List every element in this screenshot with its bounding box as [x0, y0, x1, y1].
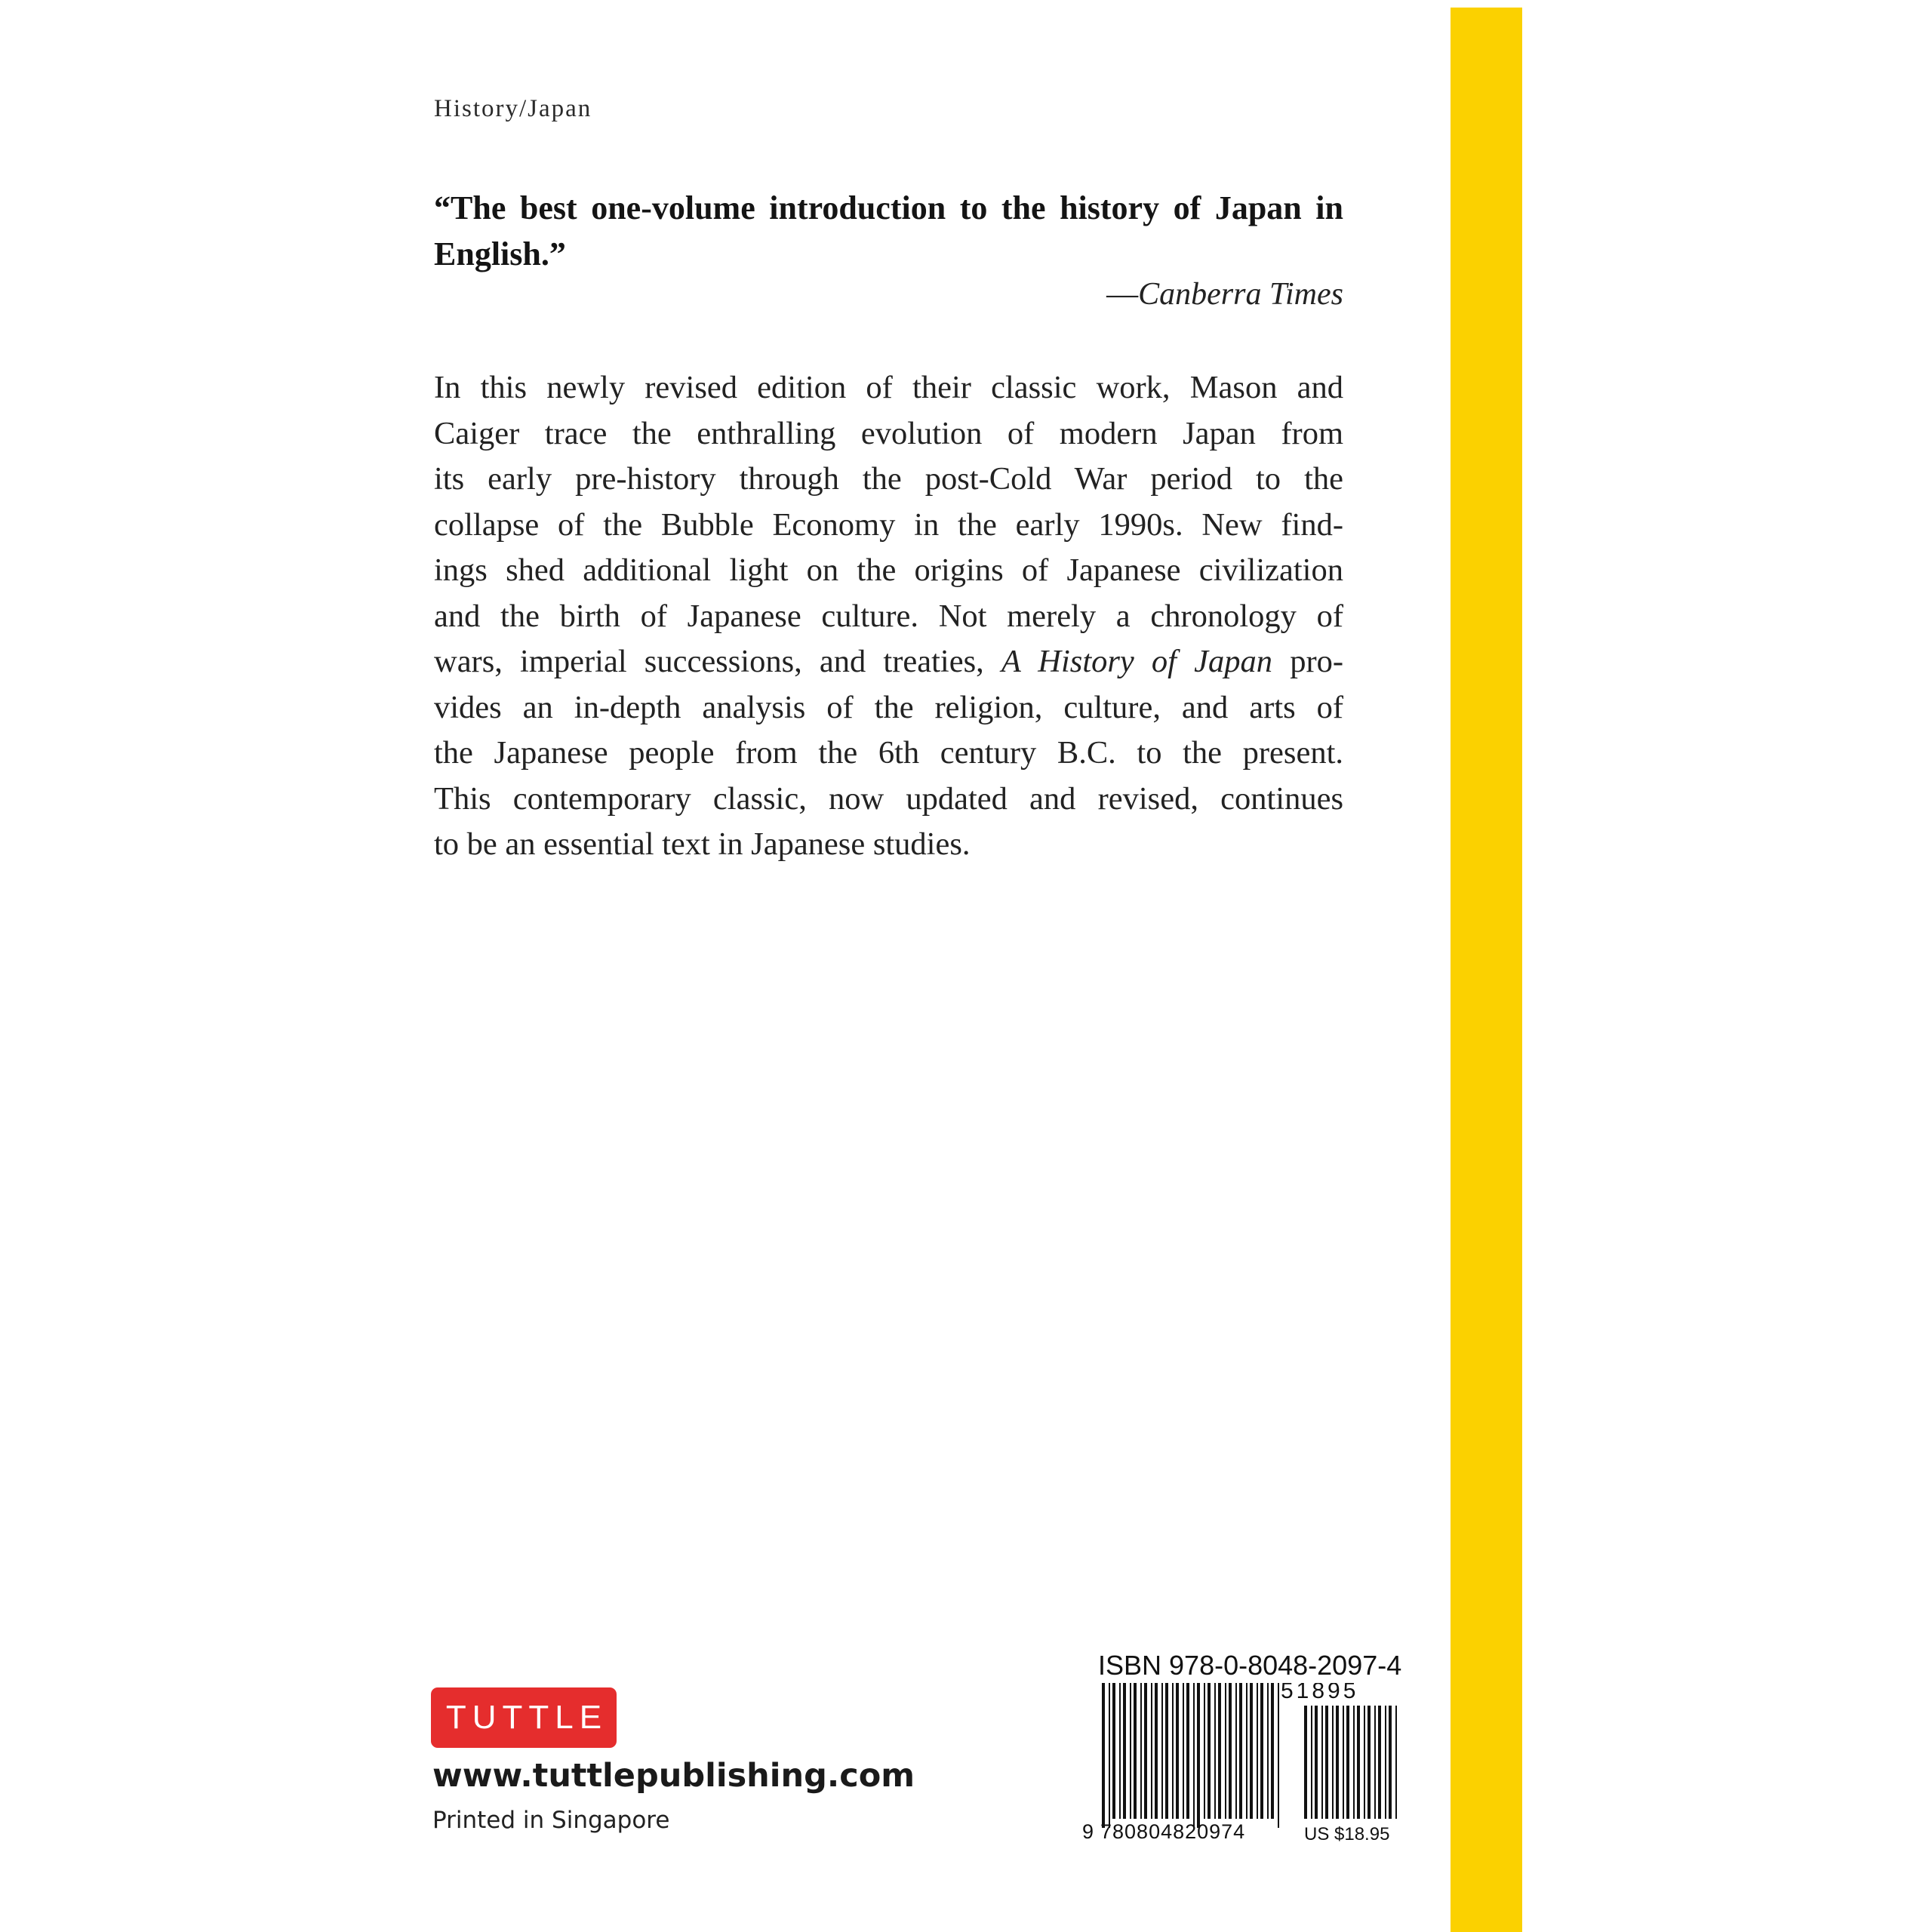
category-label: History/Japan: [434, 95, 592, 122]
book-description: [434, 365, 1343, 868]
attribution-source: Canberra Times: [1138, 277, 1343, 312]
description-line: vides an in-depth analysis of the religion, culture, and arts of: [434, 689, 1343, 725]
isbn-label: ISBN 978-0-8048-2097-4: [1098, 1650, 1402, 1681]
barcode-bar: [1346, 1706, 1349, 1819]
barcode-bar: [1267, 1683, 1269, 1819]
barcode-bar: [1218, 1683, 1221, 1819]
barcode-bar: [1109, 1683, 1110, 1828]
description-text: pro-: [1290, 644, 1343, 679]
quote-attribution: [434, 276, 1343, 312]
barcode-bar: [1165, 1683, 1168, 1819]
printed-in-label: Printed in Singapore: [432, 1807, 670, 1834]
barcode-bar: [1378, 1706, 1381, 1819]
barcode-bar: [1389, 1706, 1392, 1819]
barcode-bar: [1130, 1683, 1131, 1819]
barcode-bar: [1246, 1683, 1247, 1819]
barcode-addon-digits: 51895: [1281, 1683, 1359, 1703]
barcode-main-digits: 780804820974: [1100, 1820, 1246, 1841]
barcode-bar: [1374, 1706, 1376, 1819]
barcode-bar: [1229, 1683, 1232, 1819]
yellow-spine-strip: [1451, 8, 1522, 1932]
barcode-bar: [1357, 1706, 1360, 1819]
barcode-bar: [1367, 1706, 1371, 1819]
barcode-bar: [1385, 1706, 1386, 1819]
barcode-bar: [1208, 1683, 1211, 1819]
barcode-bar: [1239, 1683, 1242, 1819]
barcode-bar: [1260, 1683, 1263, 1819]
barcode-bar: [1183, 1683, 1184, 1819]
barcode-bar: [1336, 1706, 1339, 1819]
barcode-bar: [1155, 1683, 1158, 1819]
barcode-bar: [1278, 1683, 1279, 1828]
barcode-bar: [1304, 1706, 1307, 1819]
barcode: [1079, 1683, 1404, 1841]
barcode-bar: [1315, 1706, 1318, 1819]
barcode-bar: [1161, 1683, 1163, 1819]
barcode-bar: [1172, 1683, 1174, 1819]
barcode-bar: [1134, 1683, 1137, 1819]
barcode-bar: [1151, 1683, 1152, 1819]
barcode-addon-bars: [1304, 1706, 1397, 1819]
barcode-bar: [1123, 1683, 1126, 1819]
description-line: Caiger trace the enthralling evolution of modern Japan from: [434, 415, 1343, 451]
barcode-bar: [1186, 1683, 1189, 1819]
barcode-bar: [1257, 1683, 1258, 1819]
barcode-bar: [1193, 1683, 1195, 1828]
description-line: This contemporary classic, now updated and revised, continues: [434, 780, 1343, 817]
book-title-italic: A History of Japan: [1001, 644, 1273, 679]
barcode-bar: [1140, 1683, 1142, 1819]
barcode-bar: [1364, 1706, 1365, 1819]
description-line: In this newly revised edition of their classic work, Mason and: [434, 370, 1343, 405]
barcode-bar: [1119, 1683, 1121, 1819]
description-line: [434, 639, 1343, 685]
barcode-price: US $18.95: [1304, 1824, 1390, 1841]
barcode-bar: [1325, 1706, 1328, 1819]
barcode-bar: [1353, 1706, 1355, 1819]
description-line: and the birth of Japanese culture. Not merely a chronology of: [434, 598, 1343, 634]
barcode-bar: [1214, 1683, 1216, 1819]
tuttle-logo: [431, 1687, 617, 1748]
description-text: wars, imperial successions, and treaties,: [434, 644, 984, 679]
barcode-bar: [1271, 1683, 1274, 1819]
barcode-bar: [1176, 1683, 1179, 1819]
barcode-bar: [1144, 1683, 1147, 1819]
barcode-bar: [1311, 1706, 1312, 1819]
review-quote: “The best one-volume introduction to the history of Japan in English.”: [434, 189, 1343, 272]
description-line: its early pre-history through the post-Cold War period to the: [434, 461, 1343, 497]
barcode-bar: [1225, 1683, 1226, 1819]
barcode-bar: [1332, 1706, 1334, 1819]
barcode-bar: [1250, 1683, 1253, 1819]
tuttle-logo-text: TUTTLE: [445, 1699, 608, 1736]
barcode-lead-digit: 9: [1082, 1820, 1094, 1841]
attribution-dash: —: [1106, 277, 1139, 312]
publisher-website[interactable]: www.tuttlepublishing.com: [432, 1757, 915, 1795]
description-line: ings shed additional light on the origins of Japanese civilization: [434, 552, 1343, 588]
barcode-bar: [1321, 1706, 1323, 1819]
description-line: to be an essential text in Japanese studies.: [434, 826, 971, 862]
barcode-bar: [1112, 1683, 1115, 1819]
barcode-bar: [1395, 1706, 1397, 1819]
barcode-graphic: [1079, 1683, 1404, 1841]
barcode-bar: [1343, 1706, 1344, 1819]
barcode-bar: [1204, 1683, 1205, 1819]
description-line: collapse of the Bubble Economy in the early 1990s. New find-: [434, 506, 1343, 543]
description-line: the Japanese people from the 6th century B.C. to the present.: [434, 735, 1343, 771]
barcode-main-bars: [1102, 1683, 1279, 1828]
barcode-bar: [1197, 1683, 1200, 1828]
barcode-bar: [1235, 1683, 1237, 1819]
barcode-bar: [1102, 1683, 1105, 1828]
